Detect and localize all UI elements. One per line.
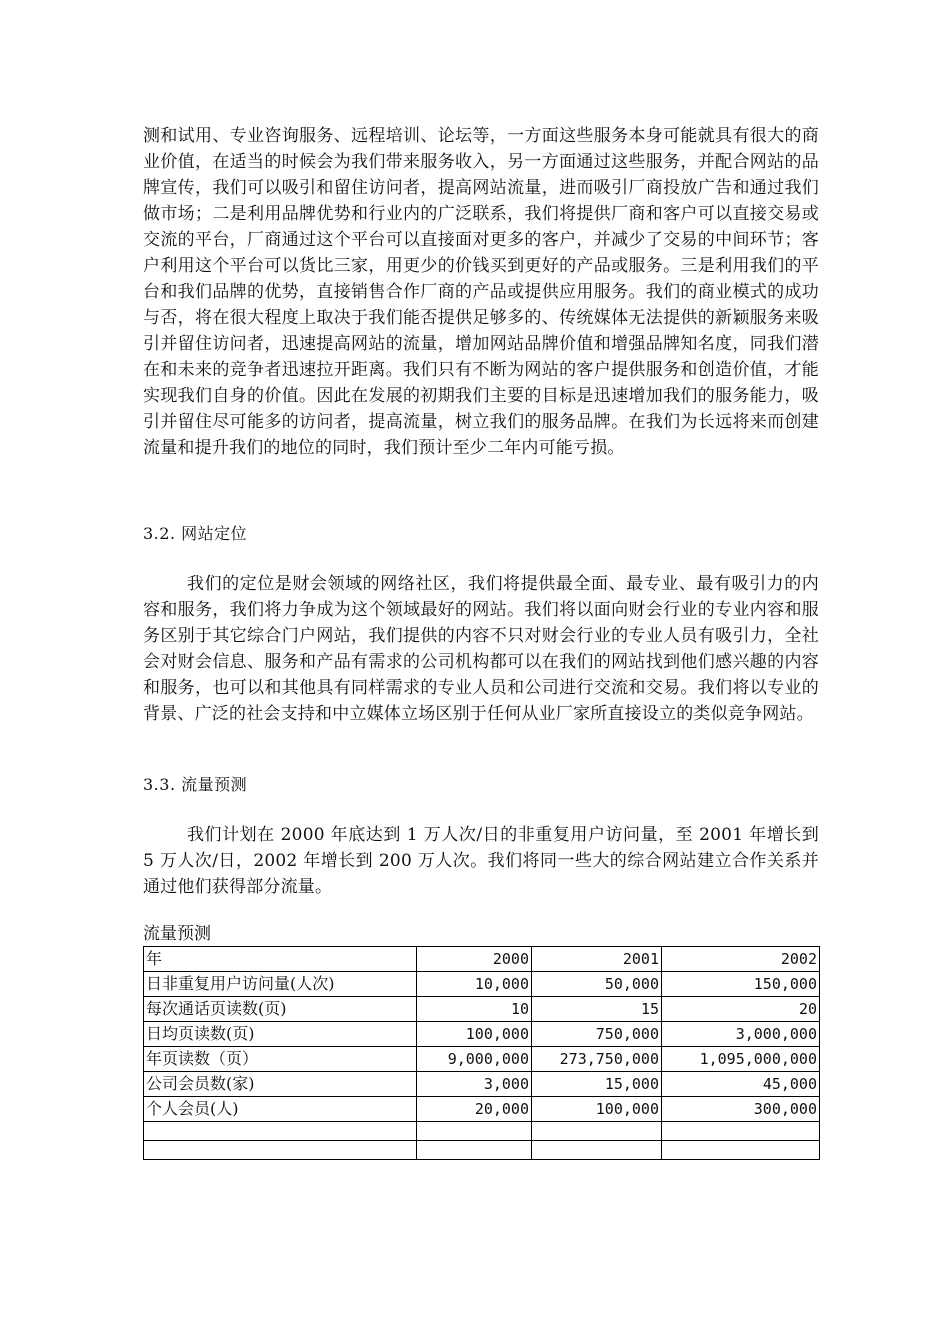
table-cell: 2002 [662, 947, 820, 972]
table-cell: 300,000 [662, 1097, 820, 1122]
table-cell: 2001 [532, 947, 662, 972]
table-cell: 10,000 [417, 972, 532, 997]
table-row-empty [144, 1122, 820, 1141]
table-header-row [144, 947, 820, 972]
table-cell: 10 [417, 997, 532, 1022]
table-row-empty [144, 1141, 820, 1160]
body-paragraph: 我们计划在 2000 年底达到 1 万人次/日的非重复用户访问量，至 2001 年增长到 5 万人次/日，2002 年增长到 200 万人次。我们将同一些大的综合网站建立合作关系并通过他们获得部分流量。 [143, 825, 819, 897]
table-cell [417, 1122, 532, 1141]
table-cell: 750,000 [532, 1022, 662, 1047]
table-cell [417, 1141, 532, 1160]
table-row [144, 1072, 820, 1097]
table-cell: 2000 [417, 947, 532, 972]
traffic-forecast-table [143, 946, 820, 1160]
table-cell: 150,000 [662, 972, 820, 997]
table-cell: 15 [532, 997, 662, 1022]
table-cell: 个人会员(人) [144, 1097, 417, 1122]
table-cell: 9,000,000 [417, 1047, 532, 1072]
table-cell: 年页读数（页） [144, 1047, 417, 1072]
table-cell: 15,000 [532, 1072, 662, 1097]
table-cell: 年 [144, 947, 417, 972]
table-cell: 20,000 [417, 1097, 532, 1122]
table-caption: 流量预测 [143, 924, 211, 944]
table-cell: 100,000 [532, 1097, 662, 1122]
table-cell [662, 1141, 820, 1160]
table-row [144, 1047, 820, 1072]
table-cell [144, 1141, 417, 1160]
body-paragraph: 测和试用、专业咨询服务、远程培训、论坛等，一方面这些服务本身可能就具有很大的商业价值，在适当的时候会为我们带来服务收入，另一方面通过这些服务，并配合网站的品牌宣传，我们可以吸引和留住访问者，提高网站流量，进而吸引厂商投放广告和通过我们做市场；二是利用品牌优势和行业内的广泛联系，我们将提供厂商和客户可以直接交易或交流的平台，厂商通过这个平台可以直接面对更多的客户，并减少了交易的中间环节；客户利用这个平台可以货比三家，用更少的价钱买到更好的产品或服务。三是利用我们的平台和我们品牌的优势，直接销售合作厂商的产品或提供应用服务。我们的商业模式的成功与否，将在很大程度上取决于我们能否提供足够多的、传统媒体无法提供的新颖服务来吸引并留住访问者，迅速提高网站的流量，增加网站品牌价值和增强品牌知名度，同我们潜在和未来的竞争者迅速拉开距离。我们只有不断为网站的客户提供服务和创造价值，才能实现我们自身的价值。因此在发展的初期我们主要的目标是迅速增加我们的服务能力，吸引并留住尽可能多的访问者，提高流量，树立我们的服务品牌。在我们为长远将来而创建流量和提升我们的地位的同时，我们预计至少二年内可能亏损。 [143, 126, 819, 458]
table-cell: 3,000,000 [662, 1022, 820, 1047]
table-cell: 日均页读数(页) [144, 1022, 417, 1047]
table-row [144, 997, 820, 1022]
table-cell: 100,000 [417, 1022, 532, 1047]
section-heading-traffic-forecast: 3.3. 流量预测 [143, 775, 248, 794]
table-cell [662, 1122, 820, 1141]
table-cell: 50,000 [532, 972, 662, 997]
table-cell [532, 1122, 662, 1141]
table-cell: 每次通话页读数(页) [144, 997, 417, 1022]
table-cell: 3,000 [417, 1072, 532, 1097]
table-cell [532, 1141, 662, 1160]
table-row [144, 1022, 820, 1047]
table-cell: 日非重复用户访问量(人次) [144, 972, 417, 997]
table-cell [144, 1122, 417, 1141]
table-cell: 公司会员数(家) [144, 1072, 417, 1097]
table-row [144, 972, 820, 997]
table-cell: 273,750,000 [532, 1047, 662, 1072]
table-cell: 1,095,000,000 [662, 1047, 820, 1072]
body-paragraph: 我们的定位是财会领域的网络社区，我们将提供最全面、最专业、最有吸引力的内容和服务，我们将力争成为这个领域最好的网站。我们将以面向财会行业的专业内容和服务区别于其它综合门户网站，我们提供的内容不只对财会行业的专业人员有吸引力，全社会对财会信息、服务和产品有需求的公司机构都可以在我们的网站找到他们感兴趣的内容和服务，也可以和其他具有同样需求的专业人员和公司进行交流和交易。我们将以专业的背景、广泛的社会支持和中立媒体立场区别于任何从业厂家所直接设立的类似竞争网站。 [143, 574, 819, 724]
table-row [144, 1097, 820, 1122]
table-cell: 20 [662, 997, 820, 1022]
table-cell: 45,000 [662, 1072, 820, 1097]
section-heading-website-positioning: 3.2. 网站定位 [143, 524, 248, 543]
